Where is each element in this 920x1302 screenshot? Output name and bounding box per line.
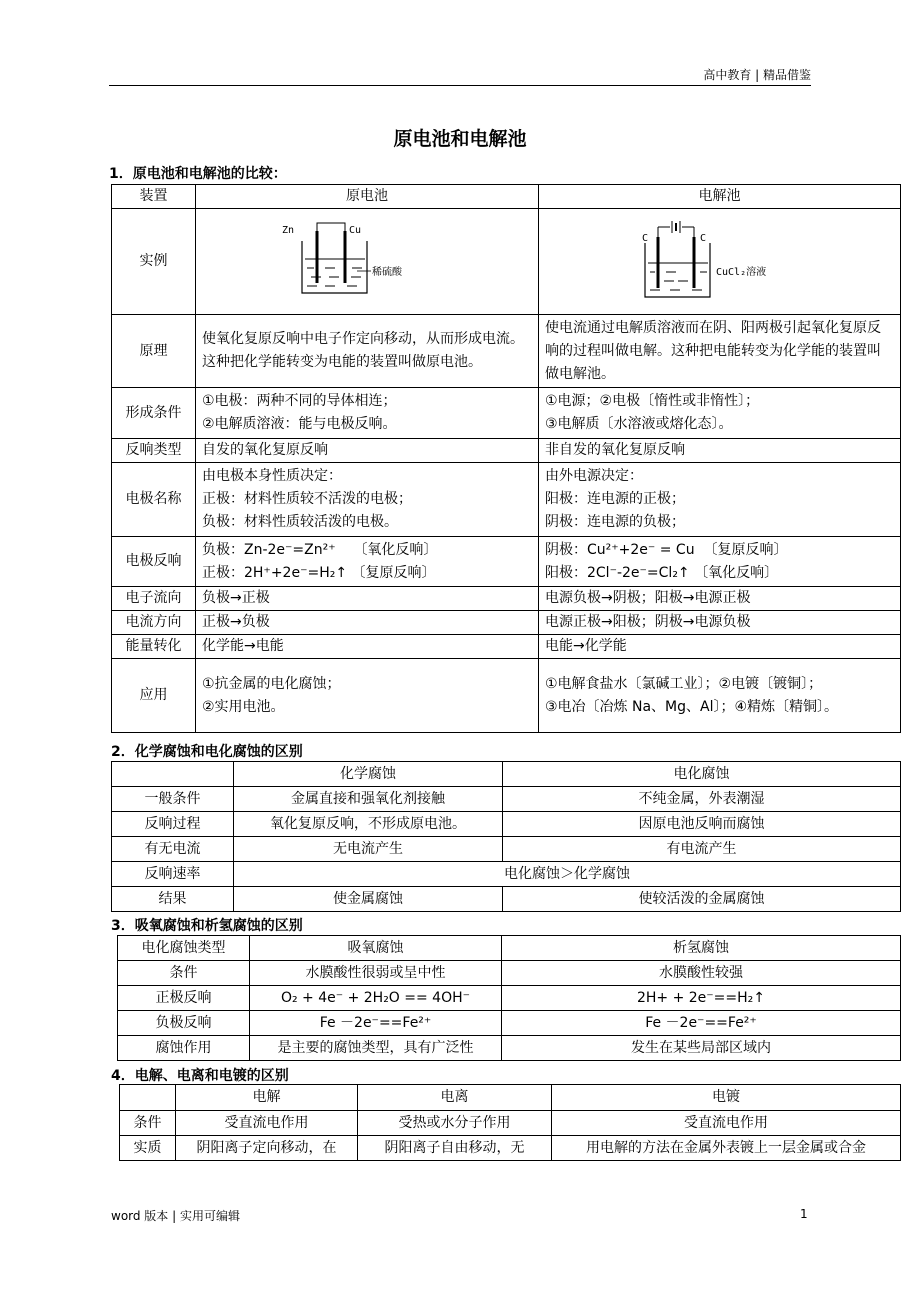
- section-4-heading: 4．电解、电离和电镀的区别: [111, 1068, 289, 1084]
- condition-line: ③电解质〔水溶液或熔化态〕。: [545, 416, 733, 432]
- table-cell: 电化腐蚀＞化学腐蚀: [234, 862, 901, 887]
- electrolysis-table: [119, 1084, 901, 1161]
- comparison-table: [111, 184, 901, 733]
- table-cell: Fe －2e⁻==Fe²⁺: [250, 1011, 502, 1036]
- table-header-cell: 电解池: [539, 185, 901, 209]
- anode-c-label: C: [641, 232, 648, 244]
- footer-left: word 版本 | 实用可编辑: [111, 1209, 240, 1223]
- reaction-line: [202, 562, 532, 585]
- table-cell: 2H+ + 2e⁻==H₂↑: [502, 986, 901, 1011]
- reaction-line: [545, 539, 894, 562]
- row-label: 条件: [120, 1111, 176, 1136]
- table-header-cell: 原电池: [196, 185, 539, 209]
- reaction-note: 〔复原反响〕: [703, 541, 788, 558]
- galvanic-application: [196, 659, 539, 733]
- row-label: 能量转化: [112, 635, 196, 659]
- section-1-heading: 1．原电池和电解池的比较：: [109, 166, 287, 182]
- row-label: 电极反响: [112, 537, 196, 587]
- galvanic-principle: 使氧化复原反响中电子作定向移动，从而形成电流。这种把化学能转变为电能的装置叫做原电池。: [196, 315, 539, 388]
- cathode-c-label: C: [699, 232, 706, 244]
- text-line: 由电极本身性质决定：: [202, 468, 342, 484]
- electrolytic-electrode-name: [539, 463, 901, 537]
- electrolytic-electrode-reaction: [539, 537, 901, 587]
- table-cell: 水膜酸性很弱或呈中性: [250, 961, 502, 986]
- electrolytic-current-direction: 电源正极→阳极；阴极→电源负极: [539, 611, 901, 635]
- table-header-cell: 电解: [176, 1085, 358, 1111]
- table-cell: 使金属腐蚀: [234, 887, 503, 912]
- zn-label: Zn: [282, 224, 295, 236]
- row-label: 反响过程: [112, 812, 234, 837]
- reaction-note: 〔氧化反响〕: [353, 541, 438, 558]
- table-cell: 不纯金属，外表潮湿: [503, 787, 901, 812]
- row-label: 有无电流: [112, 837, 234, 862]
- row-label: 正极反响: [118, 986, 250, 1011]
- electrolytic-energy: 电能→化学能: [539, 635, 901, 659]
- table-cell: 水膜酸性较强: [502, 961, 901, 986]
- row-label: 反响速率: [112, 862, 234, 887]
- galvanic-electrode-reaction: [196, 537, 539, 587]
- row-label: 腐蚀作用: [118, 1036, 250, 1061]
- text-line: 负极：材料性质较活泼的电极。: [202, 514, 398, 530]
- section-3-heading: 3．吸氧腐蚀和析氢腐蚀的区别: [111, 918, 303, 934]
- galvanic-cell-diagram: [277, 213, 457, 303]
- electrolytic-cell-diagram: [630, 213, 810, 303]
- electrolytic-electron-flow: 电源负极→阴极；阳极→电源正极: [539, 587, 901, 611]
- text-line: ②实用电池。: [202, 698, 285, 715]
- pole-label: 负极：: [202, 541, 244, 558]
- table-header-cell: 化学腐蚀: [234, 762, 503, 787]
- pole-label: 阴极：: [545, 541, 587, 558]
- equation: 2H⁺+2e⁻=H₂↑: [244, 564, 348, 581]
- row-label: 电子流向: [112, 587, 196, 611]
- table-cell: 受直流电作用: [552, 1111, 901, 1136]
- table-cell: 因原电池反响而腐蚀: [503, 812, 901, 837]
- table-cell: 发生在某些局部区域内: [502, 1036, 901, 1061]
- reaction-line: [545, 562, 894, 585]
- galvanic-electrode-name: [196, 463, 539, 537]
- table-header-cell: 电离: [358, 1085, 552, 1111]
- row-label: 实例: [112, 209, 196, 315]
- table-cell: 是主要的腐蚀类型，具有广泛性: [250, 1036, 502, 1061]
- table-header-cell: 电化腐蚀: [503, 762, 901, 787]
- electrolytic-application: [539, 659, 901, 733]
- header-divider: [109, 85, 811, 86]
- row-label: 负极反响: [118, 1011, 250, 1036]
- electrolytic-principle: 使电流通过电解质溶液而在阴、阳两极引起氧化复原反响的过程叫做电解。这种把电能转变为化学能的装置叫做电解池。: [539, 315, 901, 388]
- table-header-cell: 吸氧腐蚀: [250, 936, 502, 961]
- electrolytic-conditions: [539, 388, 901, 439]
- reaction-note: 〔氧化反响〕: [694, 564, 779, 581]
- electrolytic-cell-figure: [539, 209, 901, 315]
- row-label: 形成条件: [112, 388, 196, 439]
- text-line: 正极：材料性质较不活泼的电极；: [202, 491, 412, 507]
- solution-label: CuCl₂溶液: [715, 266, 766, 278]
- table-cell: 金属直接和强氧化剂接触: [234, 787, 503, 812]
- row-label: 一般条件: [112, 787, 234, 812]
- equation: Zn-2e⁻=Zn²⁺: [244, 541, 336, 558]
- table-header-cell: 析氢腐蚀: [502, 936, 901, 961]
- text-line: ①抗金属的电化腐蚀；: [202, 675, 341, 692]
- table-header-cell: [120, 1085, 176, 1111]
- row-label: 反响类型: [112, 439, 196, 463]
- table-header-cell: [112, 762, 234, 787]
- equation: Cu²⁺+2e⁻ = Cu: [587, 541, 695, 558]
- row-label: 条件: [118, 961, 250, 986]
- text-line: 由外电源决定：: [545, 468, 643, 484]
- table-cell: 无电流产生: [234, 837, 503, 862]
- table-cell: 受直流电作用: [176, 1111, 358, 1136]
- cu-label: Cu: [349, 224, 362, 236]
- table-header-cell: 电镀: [552, 1085, 901, 1111]
- galvanic-cell-figure: [196, 209, 539, 315]
- row-label: 实质: [120, 1136, 176, 1161]
- page-title: 原电池和电解池: [393, 128, 527, 150]
- page-header: 高中教育 | 精品借鉴: [703, 68, 811, 82]
- galvanic-electron-flow: 负极→正极: [196, 587, 539, 611]
- row-label: 电极名称: [112, 463, 196, 537]
- pole-label: 阳极：: [545, 564, 587, 581]
- galvanic-conditions: [196, 388, 539, 439]
- table-cell: 受热或水分子作用: [358, 1111, 552, 1136]
- reaction-line: [202, 539, 532, 562]
- table-cell: O₂ + 4e⁻ + 2H₂O == 4OH⁻: [250, 986, 502, 1011]
- corrosion-table: [111, 761, 901, 912]
- galvanic-current-direction: 正极→负极: [196, 611, 539, 635]
- section-2-heading: 2．化学腐蚀和电化腐蚀的区别: [111, 744, 303, 760]
- row-label: 结果: [112, 887, 234, 912]
- row-label: 原理: [112, 315, 196, 388]
- condition-line: ①电极：两种不同的导体相连；: [202, 393, 397, 409]
- row-label: 应用: [112, 659, 196, 733]
- table-cell: 阴阳离子定向移动，在: [176, 1136, 358, 1161]
- table-cell: 氧化复原反响，不形成原电池。: [234, 812, 503, 837]
- oxygen-hydrogen-corrosion-table: [117, 935, 901, 1061]
- text-line: 阳极：连电源的正极；: [545, 491, 685, 507]
- galvanic-reaction-type: 自发的氧化复原反响: [196, 439, 539, 463]
- electrolytic-reaction-type: 非自发的氧化复原反响: [539, 439, 901, 463]
- table-cell: 阴阳离子自由移动，无: [358, 1136, 552, 1161]
- condition-line: ②电解质溶液：能与电极反响。: [202, 416, 397, 432]
- table-cell: Fe －2e⁻==Fe²⁺: [502, 1011, 901, 1036]
- page-number: 1: [800, 1207, 808, 1221]
- text-line: ①电解食盐水〔氯碱工业〕；②电镀〔镀铜〕；: [545, 675, 823, 692]
- galvanic-energy: 化学能→电能: [196, 635, 539, 659]
- table-cell: 有电流产生: [503, 837, 901, 862]
- text-line: ③电冶〔冶炼 Na、Mg、Al〕；④精炼〔精铜〕。: [545, 698, 839, 715]
- solution-label: 稀硫酸: [372, 266, 402, 278]
- table-header-cell: 装置: [112, 185, 196, 209]
- pole-label: 正极：: [202, 564, 244, 581]
- reaction-note: 〔复原反响〕: [351, 564, 436, 581]
- table-cell: 使较活泼的金属腐蚀: [503, 887, 901, 912]
- table-cell: 用电解的方法在金属外表镀上一层金属或合金: [552, 1136, 901, 1161]
- table-header-cell: 电化腐蚀类型: [118, 936, 250, 961]
- equation: 2Cl⁻-2e⁻=Cl₂↑: [587, 564, 690, 581]
- condition-line: ①电源；②电极〔惰性或非惰性〕；: [545, 393, 760, 409]
- text-line: 阴极：连电源的负极；: [545, 514, 685, 530]
- row-label: 电流方向: [112, 611, 196, 635]
